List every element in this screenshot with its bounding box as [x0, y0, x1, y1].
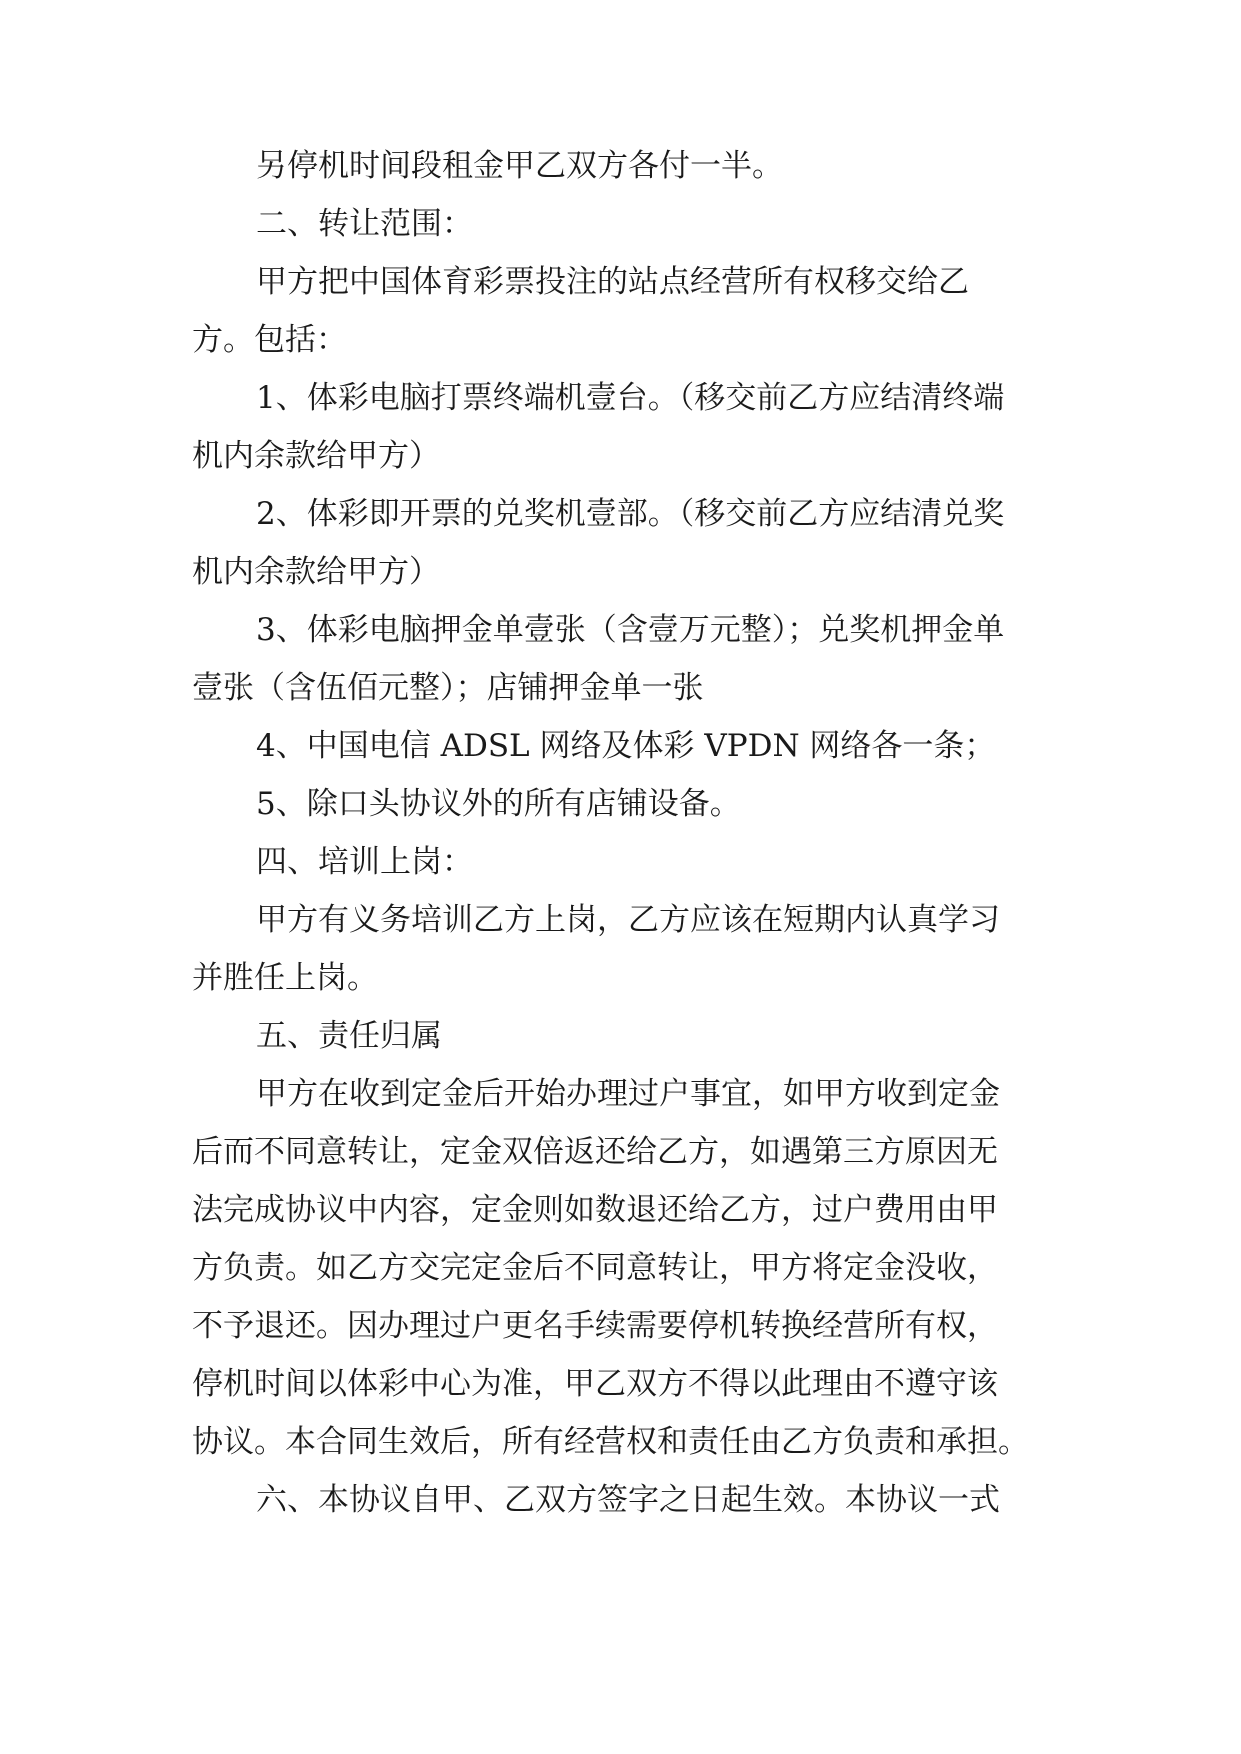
text-line: 协议。本合同生效后，所有经营权和责任由乙方负责和承担。 — [192, 1424, 1029, 1460]
text-line: 另停机时间段租金甲乙双方各付一半。 — [256, 148, 783, 184]
text-line: 法完成协议中内容，定金则如数退还给乙方，过户费用由甲 — [192, 1192, 998, 1228]
text-line: 甲方把中国体育彩票投注的站点经营所有权移交给乙 — [256, 264, 969, 300]
list-item: 4、中国电信 ADSL 网络及体彩 VPDN 网络各一条； — [256, 728, 996, 764]
text-line: 机内余款给甲方） — [192, 438, 440, 474]
list-item: 5、除口头协议外的所有店铺设备。 — [256, 786, 741, 822]
text-line: 停机时间以体彩中心为准，甲乙双方不得以此理由不遵守该 — [192, 1366, 998, 1402]
text-line: 不予退还。因办理过户更名手续需要停机转换经营所有权， — [192, 1308, 998, 1344]
text-line: 机内余款给甲方） — [192, 554, 440, 590]
list-item: 3、体彩电脑押金单壹张（含壹万元整）；兑奖机押金单 — [256, 612, 1005, 648]
list-item: 1、体彩电脑打票终端机壹台。（移交前乙方应结清终端 — [256, 380, 1005, 416]
section-heading: 六、本协议自甲、乙双方签字之日起生效。本协议一式 — [256, 1482, 1000, 1518]
section-heading: 二、转让范围： — [256, 206, 473, 242]
text-line: 壹张（含伍佰元整）；店铺押金单一张 — [192, 670, 704, 706]
text-line: 甲方有义务培训乙方上岗，乙方应该在短期内认真学习 — [256, 902, 1000, 938]
text-line: 方。包括： — [192, 322, 347, 358]
section-heading: 四、培训上岗： — [256, 844, 473, 880]
text-line: 后而不同意转让，定金双倍返还给乙方，如遇第三方原因无 — [192, 1134, 998, 1170]
text-line: 甲方在收到定金后开始办理过户事宜，如甲方收到定金 — [256, 1076, 1000, 1112]
text-line: 方负责。如乙方交完定金后不同意转让，甲方将定金没收， — [192, 1250, 998, 1286]
text-line: 并胜任上岗。 — [192, 960, 378, 996]
section-heading: 五、责任归属 — [256, 1018, 442, 1054]
list-item: 2、体彩即开票的兑奖机壹部。（移交前乙方应结清兑奖 — [256, 496, 1005, 532]
